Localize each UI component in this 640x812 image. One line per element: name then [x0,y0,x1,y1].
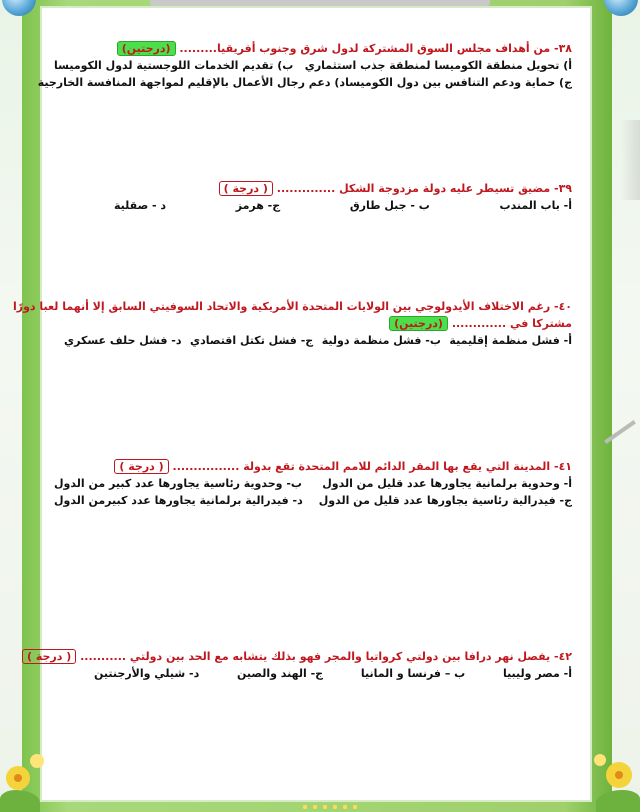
option-a: أ- باب المندب [499,199,572,212]
question-stem [26,648,572,665]
option-c: ج- الهند والصين [236,667,324,680]
option-a: أ- مصر وليبيا [502,667,572,680]
option-c: ج- هرمز [235,199,281,212]
options-row [54,665,572,682]
option-a: أ) تحويل منطقة الكوميسا لمنطقة جذب استثماري [304,59,572,72]
score-badge: (درجتين) [117,41,176,56]
option-b: ب – فرنسا و المانيا [360,667,466,680]
option-d: د) دعم رجال الأعمال بالإقليم لمواجهة المنافسة الخارجية [37,76,346,89]
question-42 [26,648,572,682]
option-d: د- شيلي والأرجنتين [94,667,200,680]
score-badge: ( درجة ) [219,181,273,196]
flower-decoration-icon [584,740,640,812]
options-row [54,57,572,74]
option-c: ج- فشل تكتل اقتصادي [190,334,314,347]
question-39 [54,180,572,214]
question-text: ٤٢- يفصل نهر درافا بين دولتي كرواتيا والمجر فهو بذلك يتشابه مع الحد بين دولتي ........... [80,650,572,663]
option-d: د- فيدرالية برلمانية يجاورها عدد كبيرمن الدول [54,494,303,507]
question-text: مشتركا في ............. [451,317,572,330]
score-badge: ( درجة ) [22,649,76,664]
question-text: ٣٨- من أهداف مجلس السوق المشتركة لدول شرق وجنوب أفريقيا......... [179,42,572,55]
question-stem-continued [54,315,572,332]
options-row [54,332,572,349]
option-b: ب - جبل طارق [349,199,430,212]
question-41 [54,458,572,509]
options-row [54,492,572,509]
question-text: ٣٩- مضيق تسيطر عليه دولة مزدوجة الشكل .............. [276,182,572,195]
question-stem [54,180,572,197]
score-badge: (درجتين) [389,316,448,331]
options-row [54,197,572,214]
option-a: أ- فشل منظمة إقليمية [449,334,572,347]
question-text: ٤١- المدينة التي يقع بها المقر الدائم للامم المتحدة تقع بدولة ................ [172,460,572,473]
flower-decoration-icon [0,740,56,812]
page-edge-shadow [620,120,640,200]
option-d: د - صقلية [114,199,167,212]
option-a: أ- وحدوية برلمانية يجاورها عدد قليل من الدول [322,477,572,490]
document-page [37,6,592,802]
score-badge: ( درجة ) [114,459,168,474]
option-c: ج) حماية ودعم التنافس بين دول الكوميسا [345,76,572,89]
options-row [54,475,572,492]
question-40 [12,298,572,349]
bottom-decoration [300,802,360,812]
question-38 [37,40,572,91]
option-b: ب- فشل منظمة دولية [321,334,441,347]
question-stem [12,298,572,315]
question-text: ٤٠- رغم الاختلاف الأيدولوجي بين الولايات المتحدة الأمريكية والاتحاد السوفيتي السابق إلا أنهما لعبا دورًا [12,300,572,313]
question-stem [54,458,572,475]
option-b: ب) تقديم الخدمات اللوجستية لدول الكوميسا [54,59,294,72]
option-b: ب- وحدوية رئاسية يجاورها عدد كبير من الدول [54,477,302,490]
question-stem [54,40,572,57]
option-d: د- فشل حلف عسكري [64,334,182,347]
options-row [37,74,572,91]
option-c: ج- فيدرالية رئاسية يجاورها عدد قليل من الدول [318,494,572,507]
